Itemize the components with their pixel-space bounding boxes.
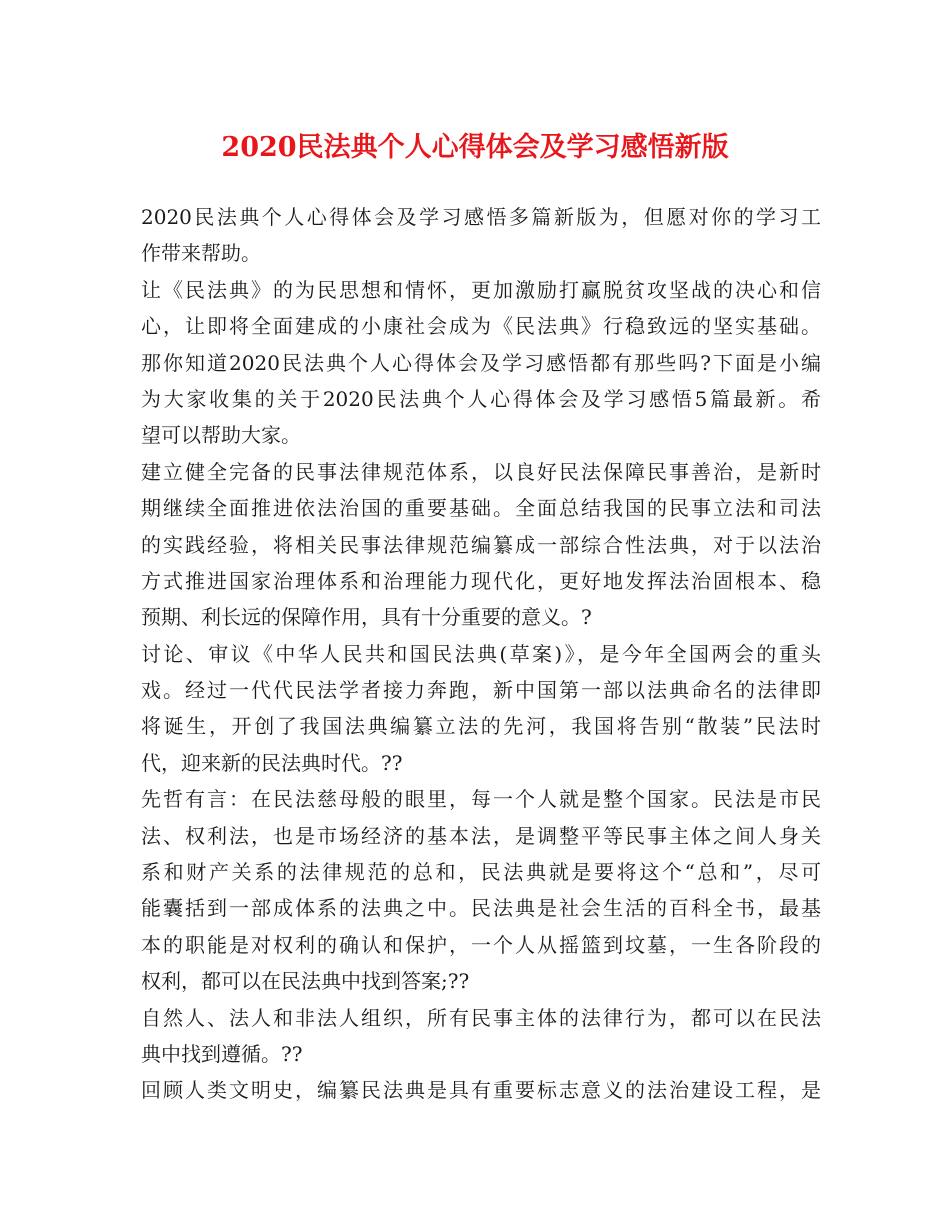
document-title: 2020民法典个人心得体会及学习感悟新版 — [221, 132, 729, 163]
body-text-line: 戏。经过一代代民法学者接力奔跑，新中国第一部以法典命名的法律即 — [141, 678, 821, 703]
body-text-line: 本的职能是对权利的确认和保护，一个人从摇篮到坟墓，一生各阶段的 — [141, 932, 821, 957]
body-text-line: 预期、利长远的保障作用，具有十分重要的意义。? — [141, 605, 592, 630]
document-body — [141, 199, 821, 1109]
body-text-line: 建立健全完备的民事法律规范体系，以良好民法保障民事善治，是新时 — [141, 459, 821, 484]
body-text-line: 能囊括到一部成体系的法典之中。民法典是社会生活的百科全书，最基 — [141, 896, 821, 921]
body-text-line: 回顾人类文明史，编纂民法典是具有重要标志意义的法治建设工程，是 — [141, 1078, 821, 1103]
body-text-line: 讨论、审议《中华人民共和国民法典(草案)》，是今年全国两会的重头 — [141, 641, 821, 666]
body-text-line: 先哲有言：在民法慈母般的眼里，每一个人就是整个国家。民法是市民 — [141, 787, 821, 812]
body-text-line: 方式推进国家治理体系和治理能力现代化，更好地发挥法治固根本、稳 — [141, 568, 821, 593]
body-text-line: 那你知道2020民法典个人心得体会及学习感悟都有那些吗?下面是小编 — [141, 350, 821, 375]
body-text-line: 典中找到遵循。?? — [141, 1041, 303, 1066]
body-text-line: 法、权利法，也是市场经济的基本法，是调整平等民事主体之间人身关 — [141, 823, 821, 848]
body-text-line: 将诞生，开创了我国法典编纂立法的先河，我国将告别“散装”民法时 — [141, 714, 821, 739]
body-text-line: 让《民法典》的为民思想和情怀，更加激励打赢脱贫攻坚战的决心和信 — [141, 277, 821, 302]
body-text-line: 心，让即将全面建成的小康社会成为《民法典》行稳致远的坚实基础。 — [141, 314, 821, 339]
body-text-line: 自然人、法人和非法人组织，所有民事主体的法律行为，都可以在民法 — [141, 1005, 821, 1030]
body-text-line: 代，迎来新的民法典时代。?? — [141, 750, 403, 775]
body-text-line: 系和财产关系的法律规范的总和，民法典就是要将这个“总和”，尽可 — [141, 860, 821, 885]
body-text-line: 权利，都可以在民法典中找到答案;?? — [141, 969, 470, 994]
body-text-line: 作带来帮助。 — [141, 241, 261, 266]
body-text-line: 的实践经验，将相关民事法律规范编纂成一部综合性法典，对于以法治 — [141, 532, 821, 557]
body-text-line: 期继续全面推进依法治国的重要基础。全面总结我国的民事立法和司法 — [141, 496, 821, 521]
body-text-line: 为大家收集的关于2020民法典个人心得体会及学习感悟5篇最新。希 — [141, 386, 821, 411]
body-text-line: 望可以帮助大家。 — [141, 423, 301, 448]
body-text-line: 2020民法典个人心得体会及学习感悟多篇新版为，但愿对你的学习工 — [141, 205, 821, 229]
